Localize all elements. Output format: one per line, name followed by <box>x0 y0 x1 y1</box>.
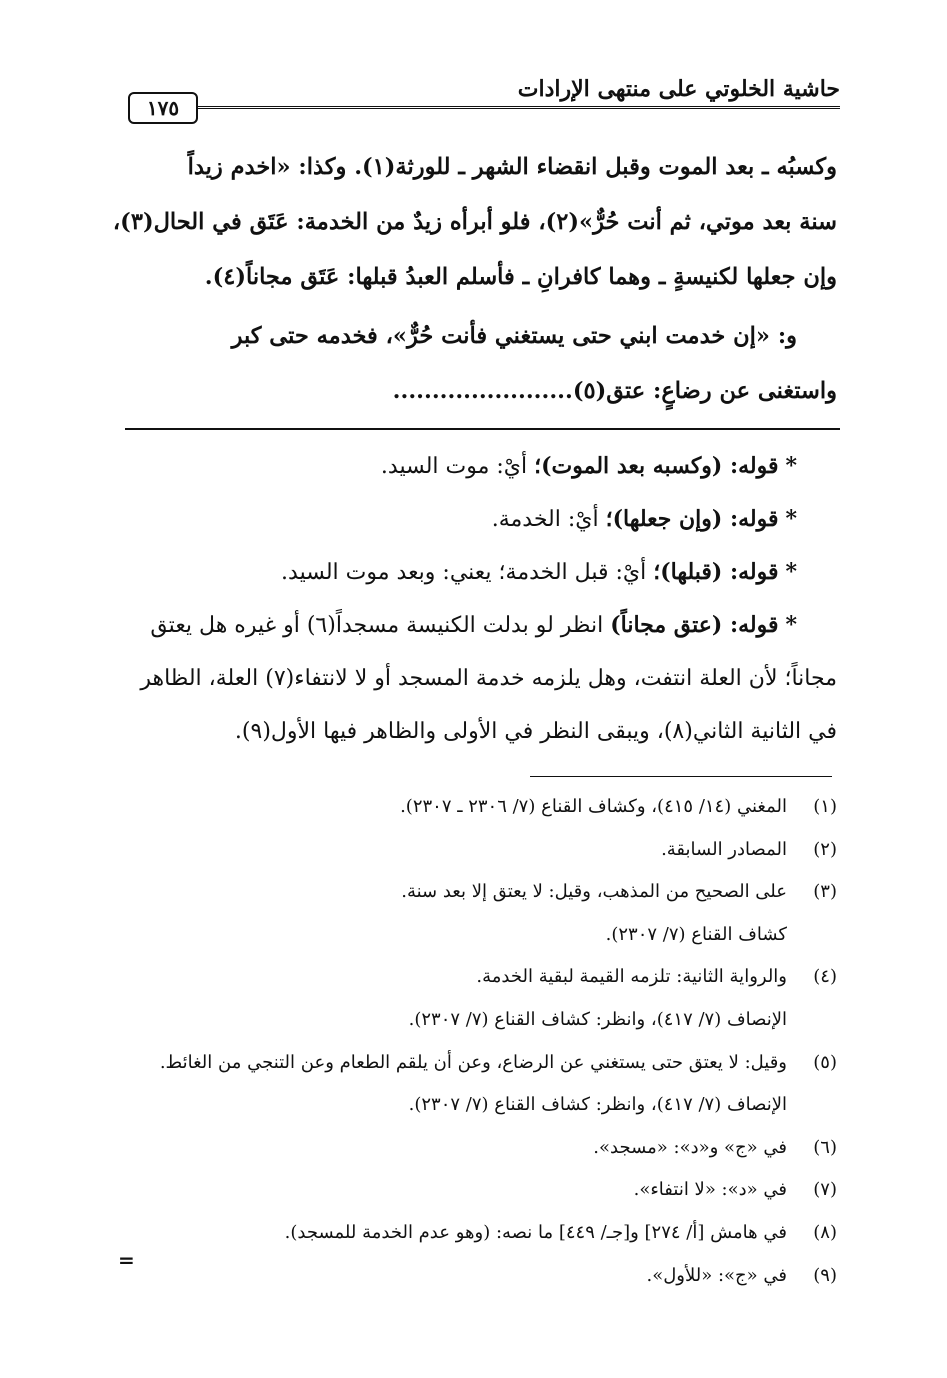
edge-mark: = <box>118 1248 135 1272</box>
leader-dots: ...................... <box>392 378 566 404</box>
footnote-text: المصادر السابقة. <box>661 838 787 860</box>
star-marker: * <box>785 612 797 638</box>
footnote-number: (٥) <box>813 1051 837 1073</box>
footnote <box>107 1255 837 1298</box>
footnote-text: والرواية الثانية: تلزمه القيمة لبقية الخدمة. <box>476 966 787 988</box>
footnote-number: (٤) <box>813 966 837 988</box>
header-rule <box>198 106 840 112</box>
commentary <box>107 440 837 758</box>
footnote <box>107 956 837 999</box>
footnote-number: (٧) <box>813 1179 837 1201</box>
main-text-line: وكسبُه ـ بعد الموت وقبل انقضاء الشهر ـ للورثة(١). وكذا: «اخدم زيداً <box>187 154 837 180</box>
footnotes <box>107 786 837 1297</box>
footnote-text: وقيل: لا يعتق حتى يستغني عن الرضاع، وعن أن يلقم الطعام وعن التنجي من الغائط. <box>159 1051 787 1073</box>
commentary-text: أيْ: الخدمة. <box>491 507 599 532</box>
footnote-number: (٢) <box>813 838 837 860</box>
footnote-divider <box>530 776 832 777</box>
main-text-fragment: واستغنى عن رضاعٍ: عتق(٥). <box>565 378 837 404</box>
footnote <box>107 829 837 872</box>
footnote-text: المغني (١٤/ ٤١٥)، وكشاف القناع (٧/ ٢٣٠٦ ـ ٢٣٠٧). <box>400 796 787 817</box>
footnote-text-continuation: كشاف القناع (٧/ ٢٣٠٧). <box>605 923 787 945</box>
footnote-text-continuation: الإنصاف (٧/ ٤١٧)، وانظر: كشاف القناع (٧/ ٢٣٠٧). <box>408 1008 787 1030</box>
commentary-item <box>107 599 837 652</box>
commentary-quote: قوله: (وكسبه بعد الموت)؛ <box>534 453 779 479</box>
commentary-continuation: مجاناً؛ لأن العلة انتفت، وهل يلزمه خدمة المسجد أو لا لانتفاء(٧) العلة، الظاهر <box>140 666 837 691</box>
star-marker: * <box>785 559 797 585</box>
footnote <box>107 1127 837 1170</box>
header-title: حاشية الخلوتي على منتهى الإرادات <box>517 76 840 102</box>
text-divider <box>125 428 840 430</box>
main-text <box>107 140 837 419</box>
footnote-text: في «ج» و«د»: «مسجد». <box>593 1136 787 1158</box>
page-number: ١٧٥ <box>128 92 198 124</box>
commentary-quote: قوله: (عتق مجاناً) <box>610 612 779 638</box>
footnote <box>107 1169 837 1212</box>
footnote-text: في «ج»: «للأول». <box>646 1264 787 1286</box>
footnote <box>107 1212 837 1255</box>
running-header <box>128 72 840 122</box>
footnote <box>107 1042 837 1085</box>
footnote-text: في هامش [أ/ ٢٧٤] و[جـ/ ٤٤٩] ما نصه: (وهو عدم الخدمة للمسجد). <box>284 1221 787 1243</box>
footnote-number: (٣) <box>813 881 837 903</box>
commentary-text: أيْ: موت السيد. <box>380 454 528 479</box>
commentary-item <box>107 546 837 599</box>
commentary-quote: قوله: (وإن جعلها)؛ <box>605 506 779 532</box>
main-text-line <box>107 364 837 419</box>
footnote <box>107 786 837 829</box>
footnote-number: (٩) <box>813 1264 837 1286</box>
star-marker: * <box>785 506 797 532</box>
main-text-line: سنة بعد موتي، ثم أنت حُرٌّ»(٢)، فلو أبرأه زيدٌ من الخدمة: عَتَق في الحال(٣)، <box>112 209 837 235</box>
main-text-line: وإن جعلها لكنيسةٍ ـ وهما كافرانِ ـ فأسلم العبدُ قبلها: عَتَق مجاناً(٤). <box>204 264 837 290</box>
commentary-text: انظر لو بدلت الكنيسة مسجداً(٦) أو غيره هل يعتق <box>150 613 604 638</box>
commentary-item <box>107 493 837 546</box>
main-text-line: و: «إن خدمت ابني حتى يستغني فأنت حُرٌّ»، فخدمه حتى كبر <box>231 323 797 349</box>
star-marker: * <box>785 453 797 479</box>
commentary-item <box>107 440 837 493</box>
footnote <box>107 871 837 914</box>
footnote-number: (٨) <box>813 1221 837 1243</box>
footnote-text: في «د»: «لا انتفاء». <box>633 1179 787 1201</box>
footnote-text: على الصحيح من المذهب، وقيل: لا يعتق إلا بعد سنة. <box>401 881 787 903</box>
footnote-number: (٦) <box>813 1136 837 1158</box>
commentary-text: أيْ: قبل الخدمة؛ يعني: وبعد موت السيد. <box>281 560 647 585</box>
footnote-number: (١) <box>813 796 837 817</box>
commentary-quote: قوله: (قبلها)؛ <box>653 559 779 585</box>
footnote-text-continuation: الإنصاف (٧/ ٤١٧)، وانظر: كشاف القناع (٧/ ٢٣٠٧). <box>408 1094 787 1116</box>
commentary-continuation: في الثانية الثاني(٨)، ويبقى النظر في الأولى والظاهر فيها الأول(٩). <box>234 719 837 744</box>
